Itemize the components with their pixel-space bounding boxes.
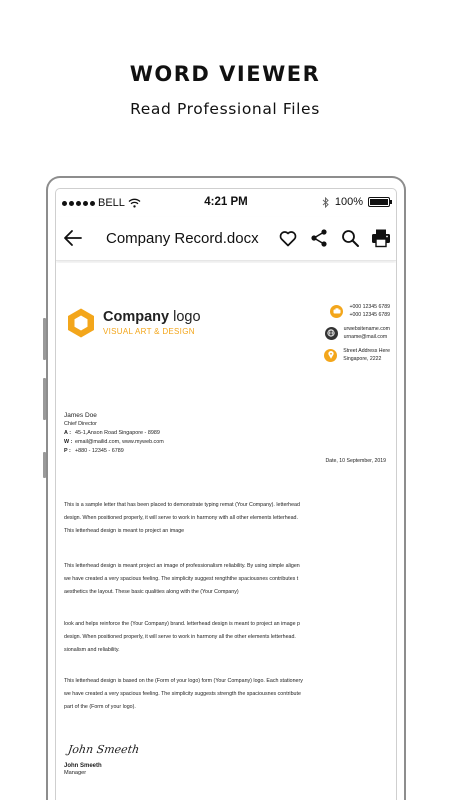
paragraph-line: part of the (Form of your logo). [64,704,136,710]
paragraph-line: This letterhead design is meant project an image of professionalism reliability. By using simple aligen [64,563,300,569]
sender-web: email@mailid.com, www.myweb.com [75,439,164,445]
paragraph-line: we have created a very spacious feeling. The simplicity suggest rengththe spaciousnes contributes t [64,576,299,582]
signer-block [64,763,102,777]
carrier-label: BELL [98,197,125,209]
logo-name-bold: Company [103,309,170,325]
document-page [56,263,396,800]
battery-icon [368,197,390,207]
sender-name: James Doe [64,412,97,419]
sender-title: Chief Director [64,421,97,427]
sender-web-row [64,438,164,447]
contact-email: urname@mail.com [343,334,388,340]
sender-phone-row [64,447,164,456]
search-icon[interactable] [339,227,361,249]
document-title: Company Record.docx [106,230,259,247]
paragraph-line: look and helps reinforce the (Your Company) brand. letterhead design is meant to project an image p [64,621,300,627]
status-time: 4:21 PM [204,196,248,208]
battery-fill [370,199,388,205]
paragraph-line: design. When positioned properly, it will serve to work in harmony with all other elements letterhead. [64,515,298,521]
sender-phone: +880 - 12345 - 6789 [75,448,124,454]
contact-street: Street Address Here [343,348,390,354]
contact-phone-1: +000 12345 6789 [349,304,390,310]
paragraph-3 [64,618,370,657]
paragraph-1 [64,499,370,538]
paragraph-line: This is a sample letter that has been placed to demonstrate typing remat (Your Company). letterhead [64,502,300,508]
logo-text [103,310,201,336]
phone-icon [330,305,343,318]
contact-website: urwebsitename.com [343,326,390,332]
share-icon[interactable] [308,227,330,249]
logo-tagline: VISUAL ART & DESIGN [103,327,195,336]
promo-title: WORD VIEWER [129,62,321,86]
paragraph-line: we have created a very spacious feeling. The simplicity suggests strength the spaciousnes contribute [64,691,301,697]
paragraph-line: This letterhead design is based on the (Form of your logo) form (Your Company) logo. Each stationery [64,678,303,684]
paragraph-line: design. When positioned properly, it will serve to work in harmony all the other elements letterhead. [64,634,296,640]
print-icon[interactable] [370,227,392,249]
phone-key: P : [64,448,71,454]
location-pin-icon [324,349,337,362]
app-bar-actions [277,227,392,249]
contact-web-lines [344,325,390,341]
app-bar [56,217,396,261]
sender-address: 45-1,Anson Road Singapore - 8989 [75,430,160,436]
paragraph-line: aesthetics the layout. These basic qualities along with the (Your Company) [64,589,239,595]
web-key: W : [64,439,73,445]
contact-web [325,325,390,341]
handwritten-signature: John Smeeth [67,743,141,756]
status-right [322,196,390,208]
contact-address [324,347,390,363]
contact-phone-lines [349,303,390,319]
paragraph-2 [64,560,370,599]
battery-percent: 100% [334,196,363,208]
logo-name-light: logo [173,309,201,325]
status-bar [56,189,396,215]
phone-frame [46,176,406,800]
paragraph-line: sionalism and reliability. [64,647,120,653]
contact-phone-2: +000 12345 6789 [349,312,390,318]
paragraph-4 [64,675,370,714]
hexagon-logo-icon [66,307,96,339]
signer-role: Manager [64,770,87,776]
contact-city: Singapore, 2222 [343,356,382,362]
letter-date: Date, 10 September, 2019 [325,458,386,464]
contact-phone [330,303,390,319]
sender-block [64,411,164,456]
sender-address-row [64,429,164,438]
globe-icon [325,327,338,340]
signer-name: John Smeeth [64,763,102,769]
logo-name [103,310,201,325]
back-arrow-icon[interactable] [62,227,84,249]
contact-address-lines [343,347,390,363]
phone-screen [55,188,397,800]
promo-subtitle: Read Professional Files [130,100,320,118]
heart-icon[interactable] [277,227,299,249]
bluetooth-icon [322,197,330,208]
company-logo [66,307,201,339]
paragraph-line: This letterhead design is meant to project an image [64,528,185,534]
address-key: A : [64,430,71,436]
